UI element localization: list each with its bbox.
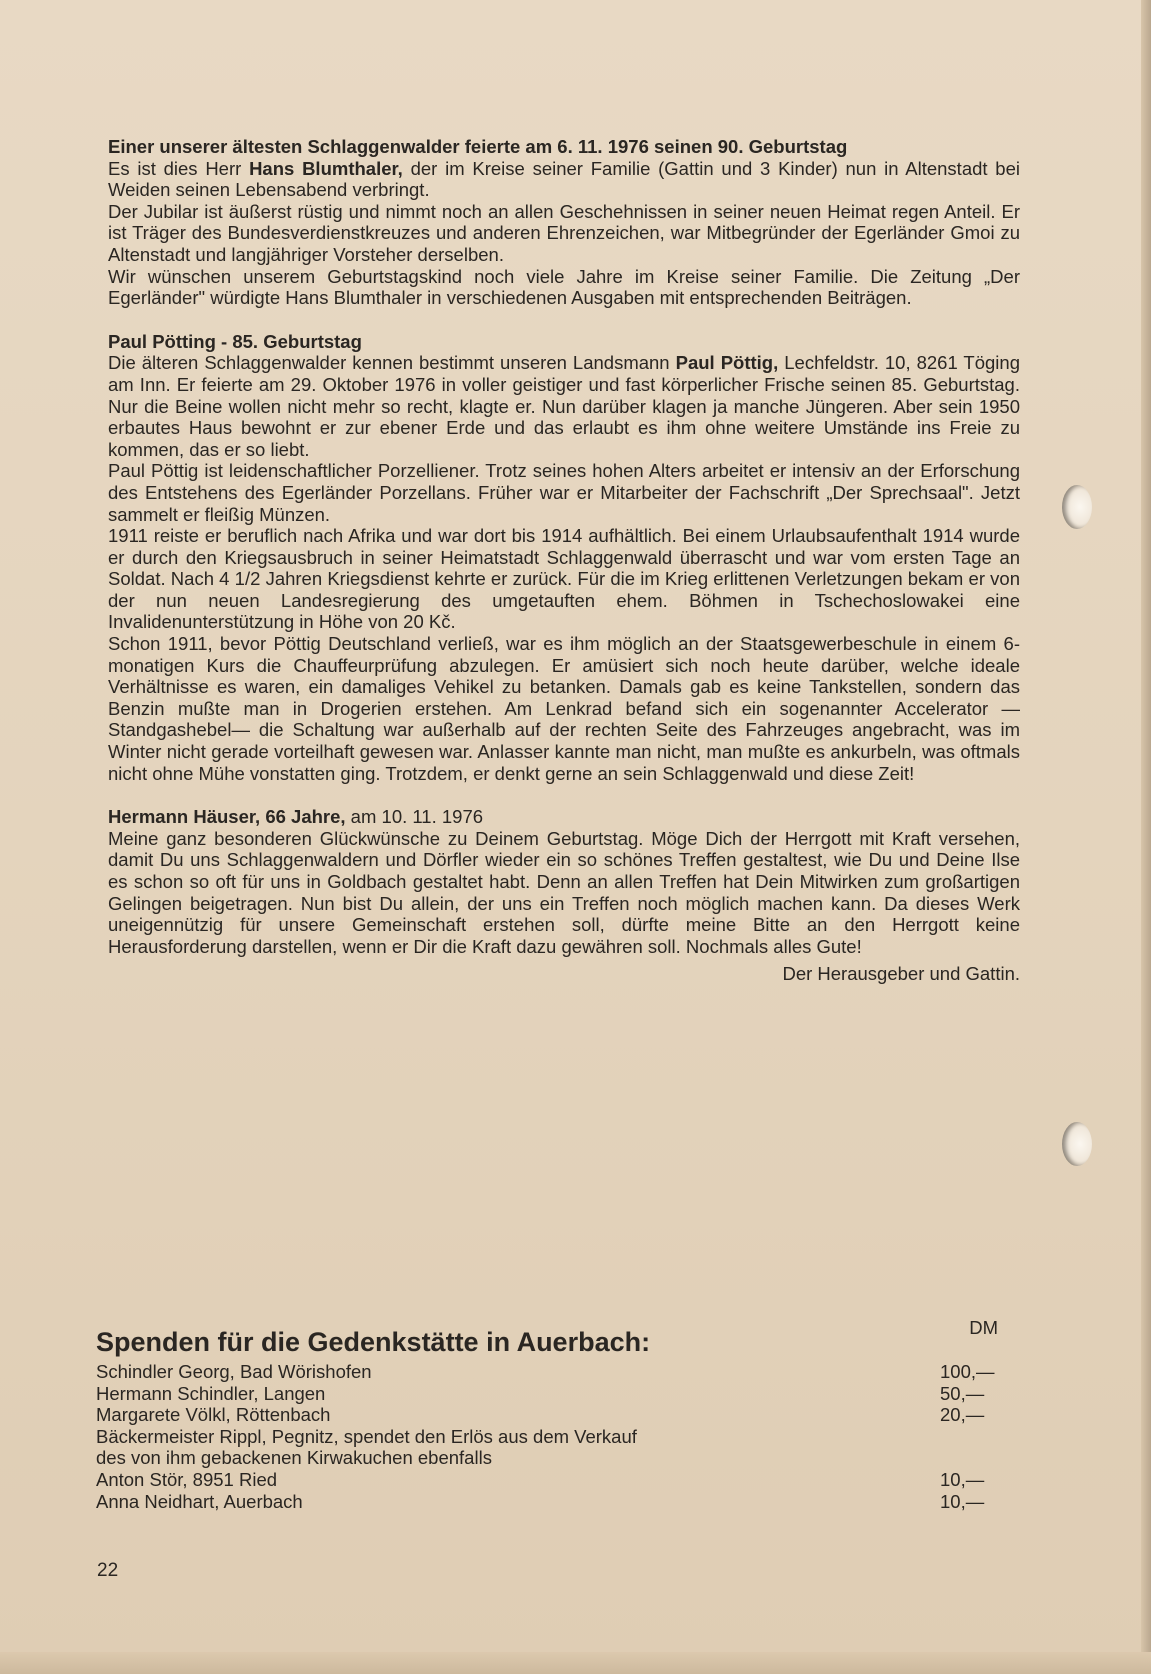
donor-name: Hermann Schindler, Langen (96, 1382, 326, 1404)
donation-amount (940, 1426, 1010, 1448)
donation-row (96, 1447, 1010, 1469)
person-name: Hermann Häuser, 66 Jahre, (108, 806, 346, 828)
signature: Der Herausgeber und Gattin. (782, 963, 1020, 985)
article-paragraph: 1911 reiste er beruflich nach Afrika und war dort bis 1914 aufhältlich. Bei einem Urlaubsaufenthalt 1914 wurde er durch den Kriegsausbruch in seiner Heimatstadt Schlaggenwald überrascht und war vom ersten Tage an Soldat. Nach 4 1/2 Jahren Kriegsdienst kehrte er zurück. Für die im Krieg erlittenen Verletzungen bekam er von der nun neuen Landesregierung des umgetauften ehem. Böhmen in Tschechoslowakei eine Invalidenunterstützung in Höhe von 20 Kč. (108, 525, 1020, 633)
currency-label: DM (969, 1317, 998, 1338)
article-paragraph (108, 158, 1020, 201)
donor-name: Anton Stör, 8951 Ried (96, 1468, 278, 1490)
person-name: Paul Pöttig, (675, 352, 779, 374)
donor-name: des von ihm gebackenen Kirwakuchen ebenfalls (96, 1447, 492, 1469)
article-blumthaler (108, 136, 1020, 309)
text-run: Die älteren Schlaggenwalder kennen bestimmt unseren Landsmann (108, 352, 676, 374)
donation-row (96, 1469, 1010, 1491)
article-paragraph: Paul Pöttig ist leidenschaftlicher Porzelliener. Trotz seines hohen Alters arbeitet er intensiv an der Erforschung des Entstehens des Egerländer Porzellans. Früher war er Mitarbeiter der Fachschrift „Der Sprechsaal". Jetzt sammelt er fleißig Münzen. (108, 460, 1020, 525)
donor-name: Anna Neidhart, Auerbach (96, 1490, 303, 1512)
person-name: Hans Blumthaler, (249, 157, 403, 179)
donation-amount (940, 1447, 1010, 1469)
text-run: Es ist dies Herr (108, 157, 250, 179)
donor-name: Schindler Georg, Bad Wörishofen (96, 1361, 372, 1382)
donation-row (96, 1404, 1010, 1426)
text-run: am 10. 11. 1976 (345, 806, 484, 828)
article-heading (108, 806, 1020, 828)
donation-row (96, 1383, 1010, 1405)
article-heading: Einer unserer ältesten Schlaggenwalder feierte am 6. 11. 1976 seinen 90. Geburtstag (108, 136, 848, 157)
article-paragraph: Der Jubilar ist äußerst rüstig und nimmt noch an allen Geschehnissen in seiner neuen Heimat regen Anteil. Er ist Träger des Bundesverdienstkreuzes und anderen Ehrenzeichen, war Mitbegründer der Egerländer Gmoi zu Altenstadt und langjähriger Vorsteher derselben. (108, 200, 1020, 265)
article-paragraph: Meine ganz besonderen Glückwünsche zu Deinem Geburtstag. Möge Dich der Herrgott mit Kraft versehen, damit Du uns Schlaggenwaldern und Dörfler wieder ein so schönes Treffen gestaltest, wie Du und Deine Ilse es schon so oft für uns in Goldbach gestaltet habt. Denn an allen Treffen hat Dein Mitwirken zum großartigen Gelingen beigetragen. Nun bist Du allein, der uns ein Treffen noch möglich machen kann. Da dieses Werk uneigennützig für unsere Gemeinschaft erstehen soll, dürfte meine Bitte an den Herrgott keine Herausforderung darstellen, wenn er Dir die Kraft dazu gewähren soll. Nochmals alles Gute! (108, 827, 1020, 957)
punch-hole-top (1062, 485, 1092, 529)
article-heading: Paul Pötting - 85. Geburtstag (108, 330, 362, 352)
donation-row (96, 1426, 1010, 1448)
donation-amount: 100,— (940, 1361, 995, 1382)
article-paragraph: Wir wünschen unserem Geburtstagskind noch viele Jahre im Kreise seiner Familie. Die Zeitung „Der Egerländer" würdigte Hans Blumthaler in verschiedenen Ausgaben mit entsprechenden Beiträgen. (108, 265, 1020, 309)
article-haeuser (108, 806, 1020, 985)
page-bottom-edge (0, 1652, 1151, 1674)
donor-name: Bäckermeister Rippl, Pegnitz, spendet den Erlös aus dem Verkauf (96, 1425, 637, 1447)
article-paragraph (108, 352, 1020, 460)
text-run: Lechfeldstr. 10, 8261 Töging am Inn. Er feierte am 29. Oktober 1976 in voller geistiger und fast körperlicher Frische seinen 85. Geburtstag. Nur die Beine wollen nicht mehr so recht, klagte er. Nun darüber klagen ja manche Jüngeren. Aber sein 1950 erbautes Haus bewohnt er zur ebener Erde und das erlaubt es ihm ohne weitere Umstände ins Freie zu kommen, das er so liebt. (108, 352, 1020, 460)
main-text (108, 136, 1020, 1007)
donation-amount: 10,— (940, 1468, 985, 1490)
donation-row (96, 1491, 1010, 1513)
donation-amount: 10,— (940, 1490, 985, 1512)
text-run: der im Kreise seiner Familie (Gattin und 3 Kinder) nun in Altenstadt bei Weiden seinen Lebensabend verbringt. (108, 157, 1020, 201)
article-paragraph: Schon 1911, bevor Pöttig Deutschland verließ, war es ihm möglich an der Staatsgewerbeschule in einem 6-monatigen Kurs die Chauffeurprüfung abzulegen. Er amüsiert sich noch heute darüber, welche ideale Verhältnisse es waren, ein damaliges Vehikel zu betanken. Damals gab es keine Tankstellen, sondern das Benzin mußte man in Drogerien erstehen. Am Lenkrad befand sich ein sogenannter Accelerator — Standgashebel— die Schaltung war außerhalb auf der rechten Seite des Fahrzeuges angebracht, was im Winter nicht gerade vorteilhaft gewesen war. Anlasser kannte man nicht, man mußte es ankurbeln, was oftmals nicht ohne Mühe vonstatten ging. Trotzdem, er denkt gerne an sein Schlaggenwald und diese Zeit! (108, 633, 1020, 784)
donations-header (96, 1317, 1010, 1359)
donation-amount: 20,— (940, 1404, 985, 1426)
donation-row (96, 1361, 1010, 1383)
page-edge-shadow (1141, 0, 1151, 1674)
page-number: 22 (97, 1560, 119, 1581)
donation-amount: 50,— (940, 1382, 985, 1404)
donations-title: Spenden für die Gedenkstätte in Auerbach: (96, 1327, 651, 1357)
donations-list (96, 1361, 1010, 1512)
punch-hole-bottom (1062, 1122, 1092, 1166)
donations-section (96, 1317, 1010, 1512)
article-poetting (108, 331, 1020, 784)
donor-name: Margarete Völkl, Röttenbach (96, 1404, 331, 1426)
